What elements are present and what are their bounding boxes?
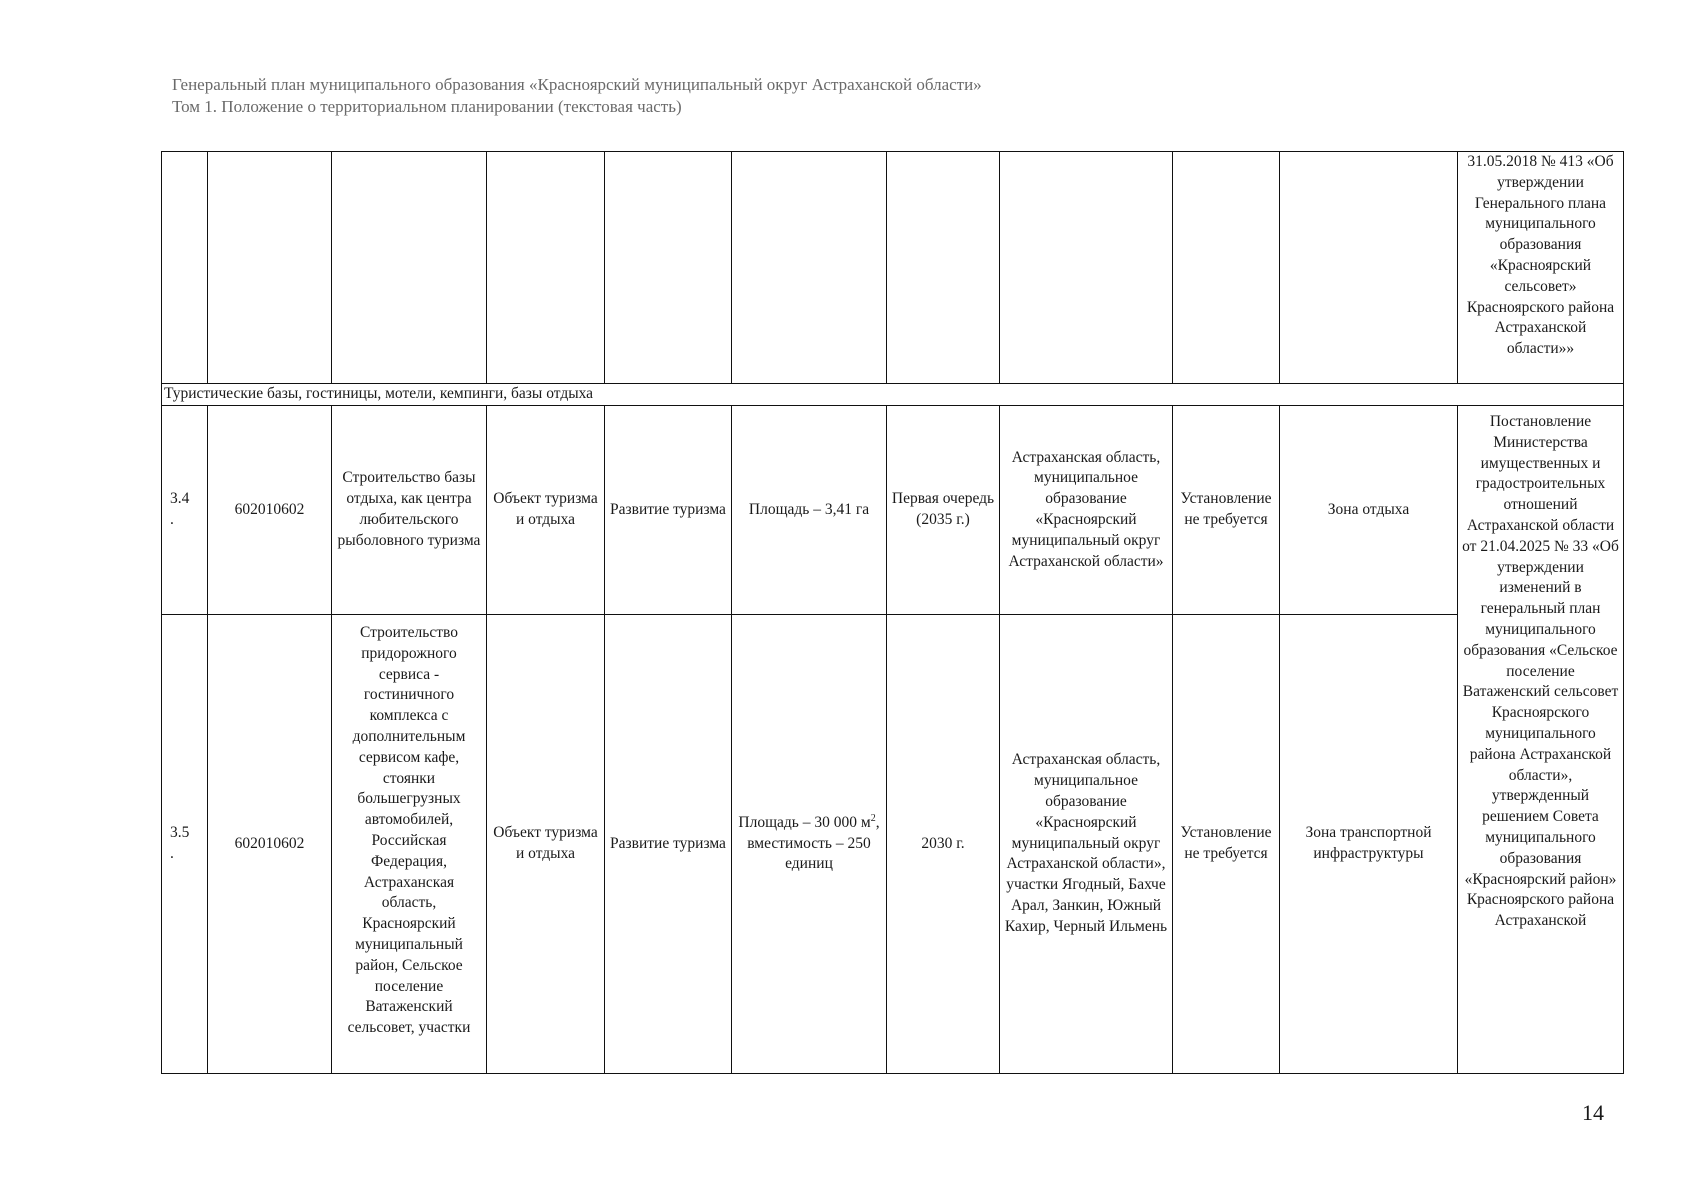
planning-table [161, 151, 1624, 1074]
row-number: 3.5 . [162, 615, 208, 1074]
basis-cell-continued: 31.05.2018 № 413 «Об утверждении Генерального плана муниципального образования «Красноярский сельсовет» Красноярского района Астраханской области»» [1458, 152, 1624, 384]
category-heading: Туристические базы, гостиницы, мотели, кемпинги, базы отдыха [162, 384, 1624, 406]
table-row [162, 406, 1624, 615]
header-line-1: Генеральный план муниципального образования «Красноярский муниципальный округ Астраханской области» [172, 75, 982, 94]
page-number: 14 [1582, 1100, 1604, 1125]
document-header [172, 74, 982, 118]
row-name: Строительство базы отдыха, как центра любительского рыболовного туризма [332, 406, 487, 615]
row-number: 3.4 . [162, 406, 208, 615]
row-location: Астраханская область, муниципальное образование «Красноярский муниципальный округ Астраханской области» [1000, 406, 1173, 615]
row-zone-type: Зона отдыха [1280, 406, 1458, 615]
row-characteristics: Площадь – 30 000 $м^2$, вместимость – 250 единиц [732, 615, 887, 1074]
row-code: 602010602 [208, 615, 332, 1074]
row-code: 602010602 [208, 406, 332, 615]
row-purpose: Развитие туризма [605, 615, 732, 1074]
row-location: Астраханская область, муниципальное образование «Красноярский муниципальный округ Астраханской области», участки Ягодный, Бахче Арал, Занкин, Южный Кахир, Черный Ильмень [1000, 615, 1173, 1074]
row-term: 2030 г. [887, 615, 1000, 1074]
row-object-type: Объект туризма и отдыха [487, 406, 605, 615]
merged-basis-cell: Постановление Министерства имущественных и градостроительных отношений Астраханской области от 21.04.2025 № 33 «Об утверждении изменений в генеральный план муниципального образования «Сельское поселение Ватаженский сельсовет Красноярского муниципального района Астраханской области», утвержденный решением Совета муниципального образования «Красноярский район» Красноярского района Астраханской [1458, 406, 1624, 1074]
header-line-2: Том 1. Положение о территориальном планировании (текстовая часть) [172, 97, 682, 116]
row-purpose: Развитие туризма [605, 406, 732, 615]
row-term: Первая очередь (2035 г.) [887, 406, 1000, 615]
table-row [162, 615, 1624, 1074]
row-zones: Установление не требуется [1173, 615, 1280, 1074]
row-name: Строительство придорожного сервиса - гостиничного комплекса с дополнительным сервисом кафе, стоянки большегрузных автомобилей, Российская Федерация, Астраханская область, Красноярский муниципальный район, Сельское поселение Ватаженский сельсовет, участки [332, 615, 487, 1074]
table-row-continued [162, 152, 1624, 384]
row-zone-type: Зона транспортной инфраструктуры [1280, 615, 1458, 1074]
row-zones: Установление не требуется [1173, 406, 1280, 615]
row-object-type: Объект туризма и отдыха [487, 615, 605, 1074]
category-row [162, 384, 1624, 406]
row-characteristics: Площадь – 3,41 га [732, 406, 887, 615]
